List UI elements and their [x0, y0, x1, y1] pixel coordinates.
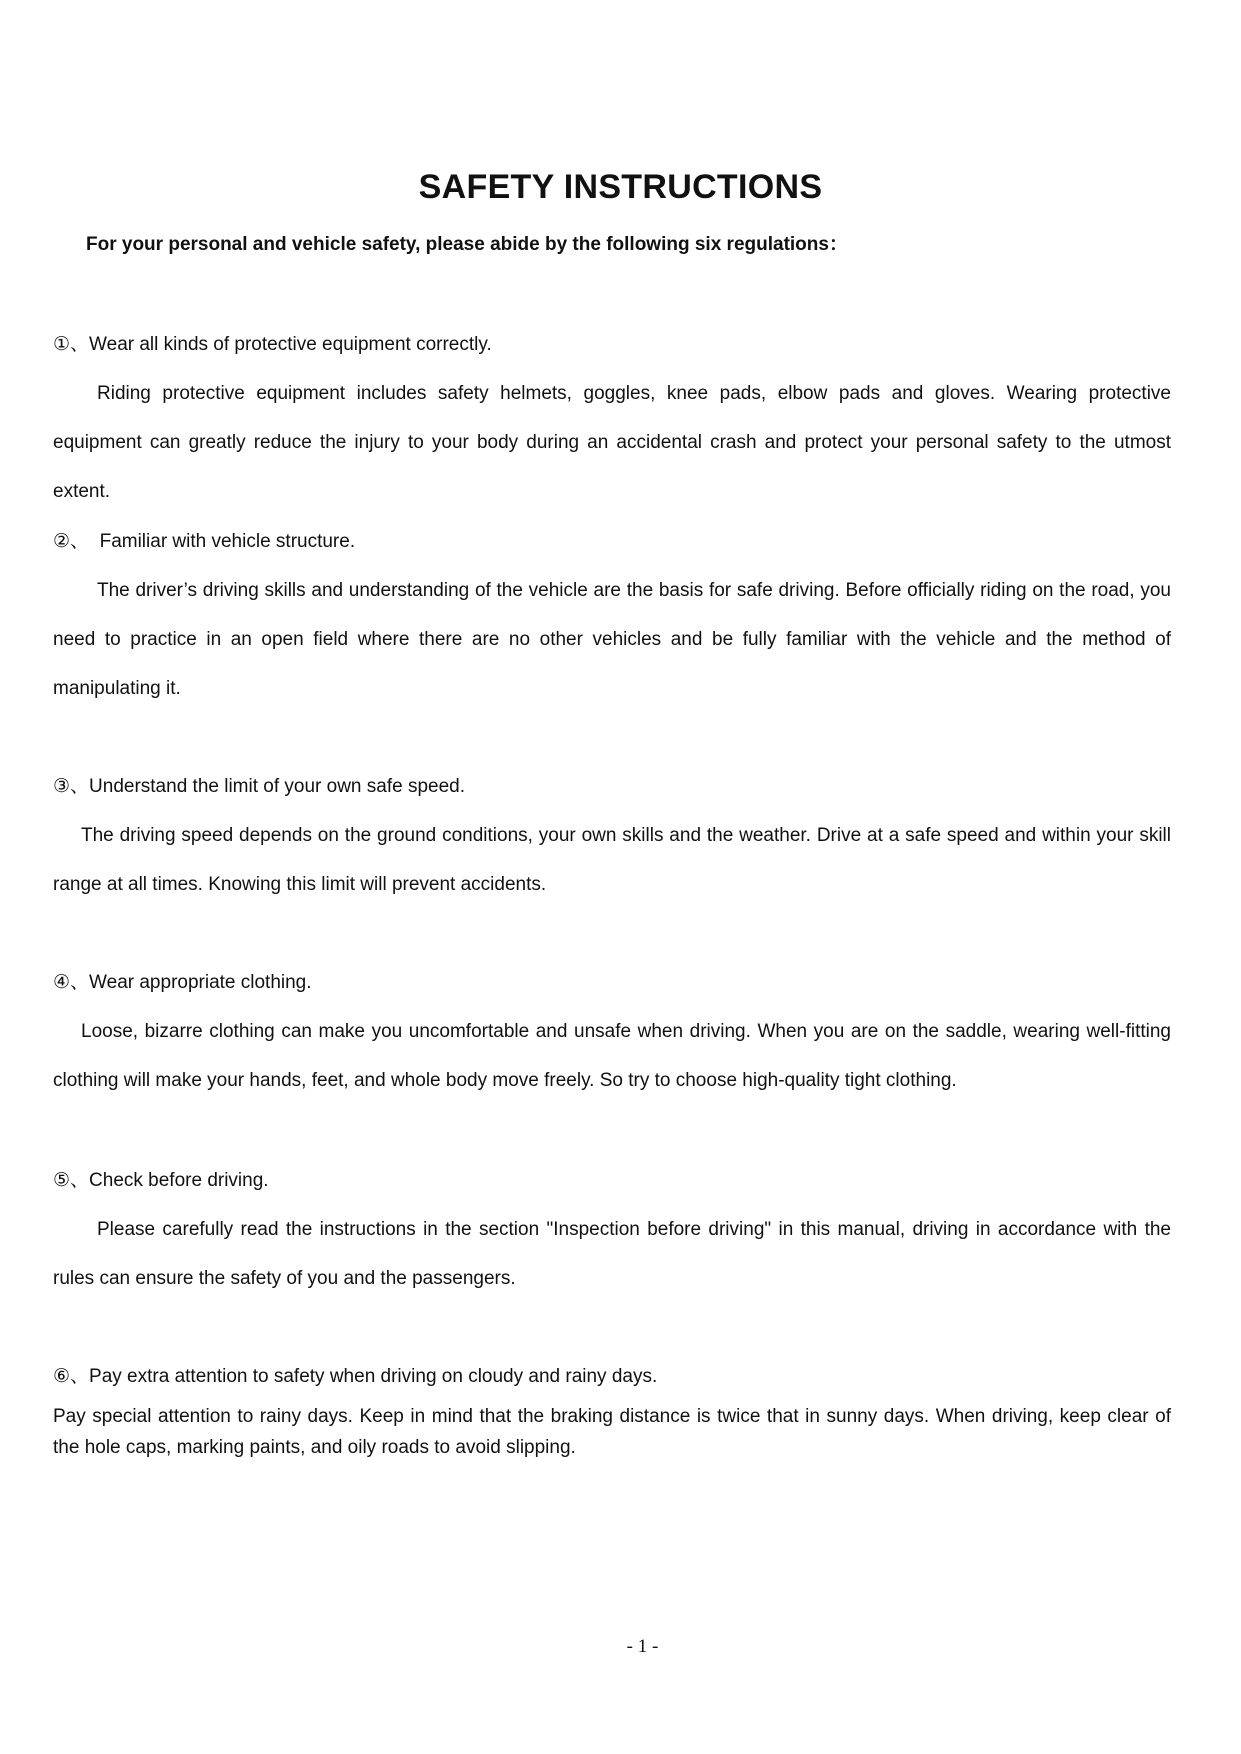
safety-item-body: The driving speed depends on the ground conditions, your own skills and the weather. Drive at a safe speed and within your skill range at all times. Knowing this limit will prevent accidents.: [53, 825, 1171, 895]
safety-item-body: Loose, bizarre clothing can make you uncomfortable and unsafe when driving. When you are on the saddle, wearing well-fitting clothing will make your hands, feet, and whole body move freely. So try to choose high-quality tight clothing.: [53, 1021, 1171, 1091]
safety-item-heading: ⑤、Check before driving.: [53, 1170, 269, 1191]
safety-item: [53, 958, 1171, 1105]
safety-item-body: Please carefully read the instructions in the section "Inspection before driving" in this manual, driving in accordance with the rules can ensure the safety of you and the passengers.: [53, 1219, 1171, 1289]
safety-item-heading: ②、 Familiar with vehicle structure.: [53, 531, 356, 552]
safety-item: [53, 1352, 1171, 1463]
safety-item-body: The driver’s driving skills and understanding of the vehicle are the basis for safe driving. Before officially riding on the road, you need to practice in an open field where there are no other vehicles and be fully familiar with the vehicle and the method of manipulating it.: [53, 580, 1171, 699]
safety-item-heading: ④、Wear appropriate clothing.: [53, 972, 312, 993]
safety-item-body: Pay special attention to rainy days. Keep in mind that the braking distance is twice that in sunny days. When driving, keep clear of the hole caps, marking paints, and oily roads to avoid slipping.: [53, 1406, 1171, 1458]
page-title: SAFETY INSTRUCTIONS: [418, 168, 823, 206]
safety-item-heading: ③、Understand the limit of your own safe speed.: [53, 776, 466, 797]
safety-item: [53, 320, 1171, 516]
safety-item: [53, 762, 1171, 909]
safety-item: [53, 1156, 1171, 1303]
page-number: - 1 -: [626, 1636, 659, 1657]
safety-item: [53, 517, 1171, 713]
safety-item-heading: ①、Wear all kinds of protective equipment correctly.: [53, 334, 492, 355]
safety-item-body: Riding protective equipment includes safety helmets, goggles, knee pads, elbow pads and gloves. Wearing protective equipment can greatly reduce the injury to your body during an accidental crash and protect your personal safety to the utmost extent.: [53, 383, 1171, 502]
safety-item-heading: ⑥、Pay extra attention to safety when driving on cloudy and rainy days.: [53, 1366, 658, 1387]
page-subtitle: For your personal and vehicle safety, please abide by the following six regulations：: [86, 234, 848, 255]
